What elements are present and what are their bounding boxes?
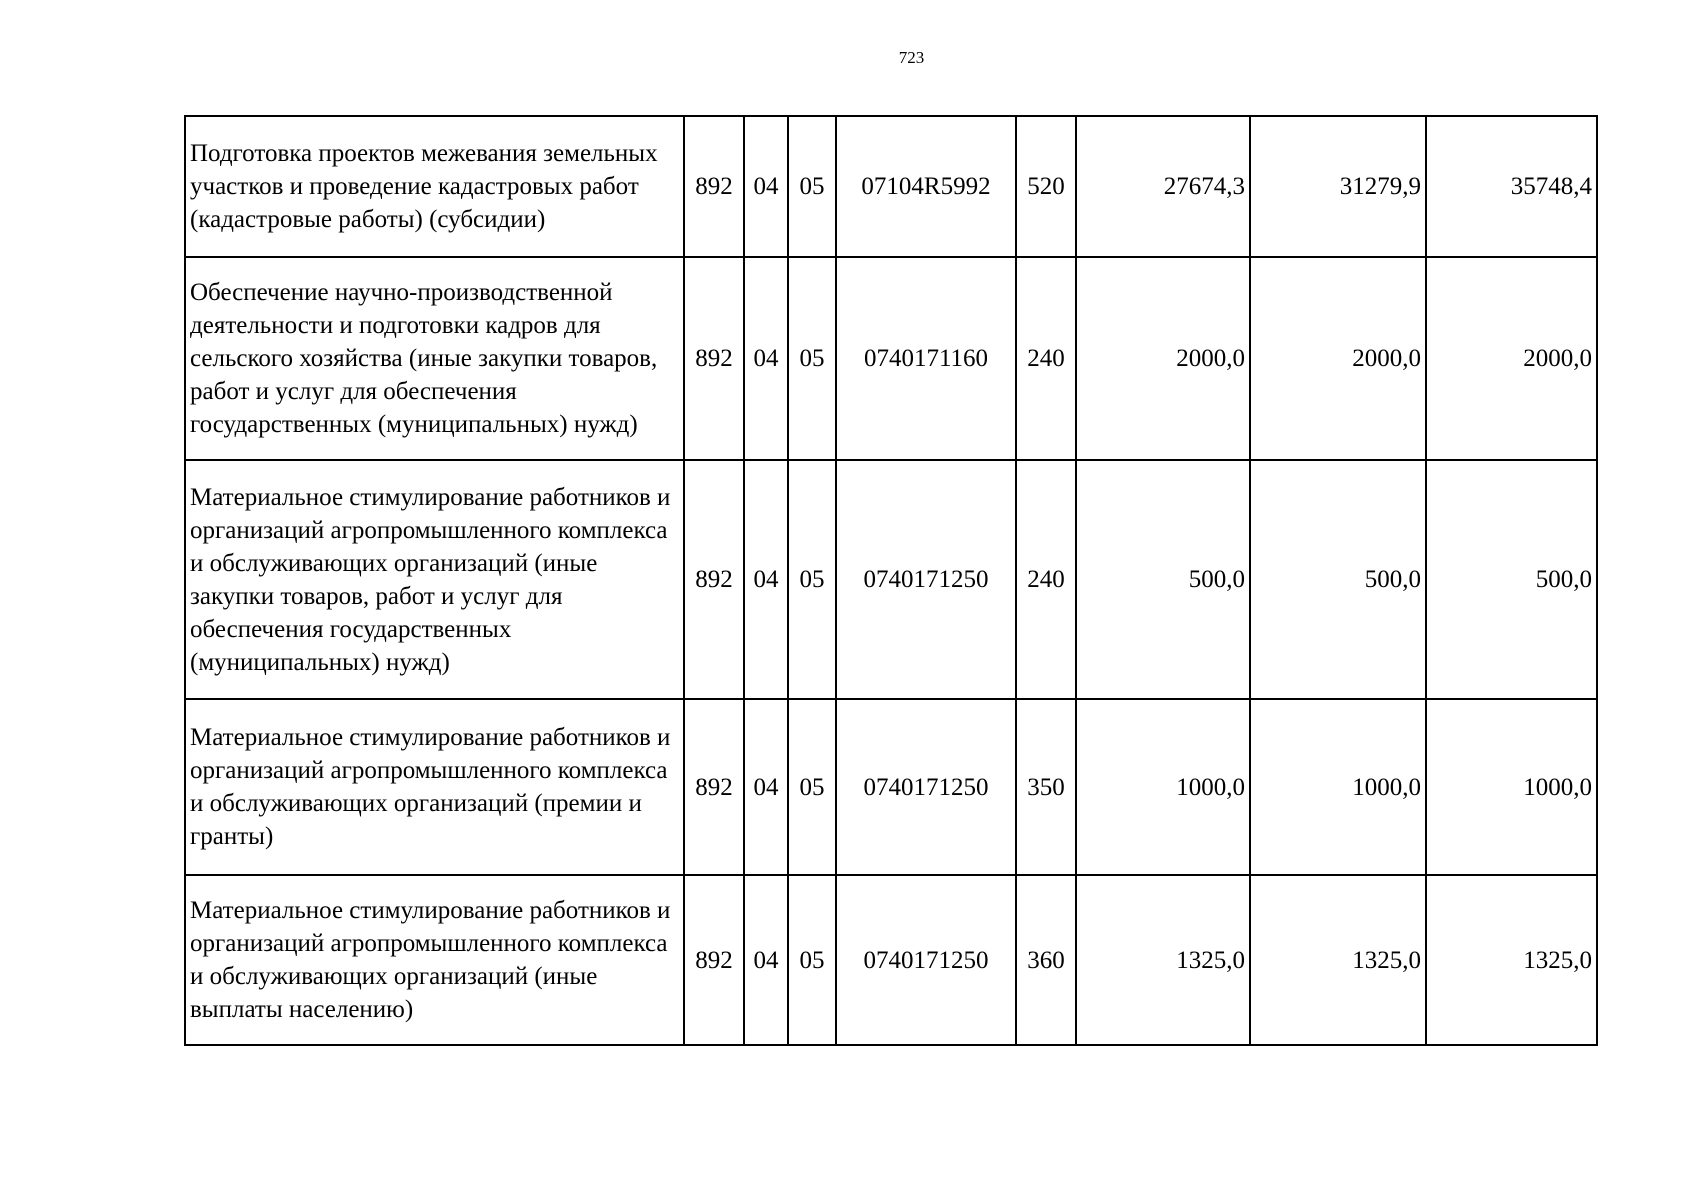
sum-year-3: 1325,0 <box>1426 875 1597 1045</box>
subsection-code: 05 <box>788 257 836 460</box>
subsection-code: 05 <box>788 460 836 699</box>
section-code: 04 <box>744 257 788 460</box>
sum-year-1: 1000,0 <box>1076 699 1250 875</box>
row-description: Материальное стимулирование работников и организаций агропромышленного комплекса и обслуживающих организаций (премии и гранты) <box>185 699 684 875</box>
sum-year-1: 2000,0 <box>1076 257 1250 460</box>
page-number: 723 <box>898 48 925 67</box>
ministry-code: 892 <box>684 116 744 257</box>
row-description: Материальное стимулирование работников и организаций агропромышленного комплекса и обслуживающих организаций (иные закупки товаров, работ и услуг для обеспечения государственных (муниципальных) нужд) <box>185 460 684 699</box>
subsection-code: 05 <box>788 699 836 875</box>
sum-year-2: 2000,0 <box>1250 257 1426 460</box>
table-row <box>185 257 1597 460</box>
table-row <box>185 699 1597 875</box>
sum-year-1: 500,0 <box>1076 460 1250 699</box>
expense-type-code: 350 <box>1016 699 1076 875</box>
target-article-code: 0740171250 <box>836 699 1016 875</box>
sum-year-1: 1325,0 <box>1076 875 1250 1045</box>
section-code: 04 <box>744 875 788 1045</box>
sum-year-3: 35748,4 <box>1426 116 1597 257</box>
section-code: 04 <box>744 460 788 699</box>
sum-year-2: 31279,9 <box>1250 116 1426 257</box>
expense-type-code: 240 <box>1016 460 1076 699</box>
sum-year-2: 1000,0 <box>1250 699 1426 875</box>
target-article-code: 0740171250 <box>836 460 1016 699</box>
expense-type-code: 240 <box>1016 257 1076 460</box>
sum-year-2: 500,0 <box>1250 460 1426 699</box>
budget-table <box>184 115 1598 1046</box>
ministry-code: 892 <box>684 460 744 699</box>
ministry-code: 892 <box>684 875 744 1045</box>
sum-year-3: 1000,0 <box>1426 699 1597 875</box>
ministry-code: 892 <box>684 699 744 875</box>
subsection-code: 05 <box>788 116 836 257</box>
target-article-code: 07104R5992 <box>836 116 1016 257</box>
sum-year-2: 1325,0 <box>1250 875 1426 1045</box>
section-code: 04 <box>744 699 788 875</box>
table-row <box>185 460 1597 699</box>
row-description: Подготовка проектов межевания земельных участков и проведение кадастровых работ (кадастровые работы) (субсидии) <box>185 116 684 257</box>
table-row <box>185 116 1597 257</box>
subsection-code: 05 <box>788 875 836 1045</box>
row-description: Материальное стимулирование работников и организаций агропромышленного комплекса и обслуживающих организаций (иные выплаты населению) <box>185 875 684 1045</box>
sum-year-3: 500,0 <box>1426 460 1597 699</box>
target-article-code: 0740171160 <box>836 257 1016 460</box>
row-description: Обеспечение научно-производственной деятельности и подготовки кадров для сельского хозяйства (иные закупки товаров, работ и услуг для обеспечения государственных (муниципальных) нужд) <box>185 257 684 460</box>
sum-year-1: 27674,3 <box>1076 116 1250 257</box>
target-article-code: 0740171250 <box>836 875 1016 1045</box>
sum-year-3: 2000,0 <box>1426 257 1597 460</box>
table-row <box>185 875 1597 1045</box>
expense-type-code: 360 <box>1016 875 1076 1045</box>
section-code: 04 <box>744 116 788 257</box>
ministry-code: 892 <box>684 257 744 460</box>
expense-type-code: 520 <box>1016 116 1076 257</box>
